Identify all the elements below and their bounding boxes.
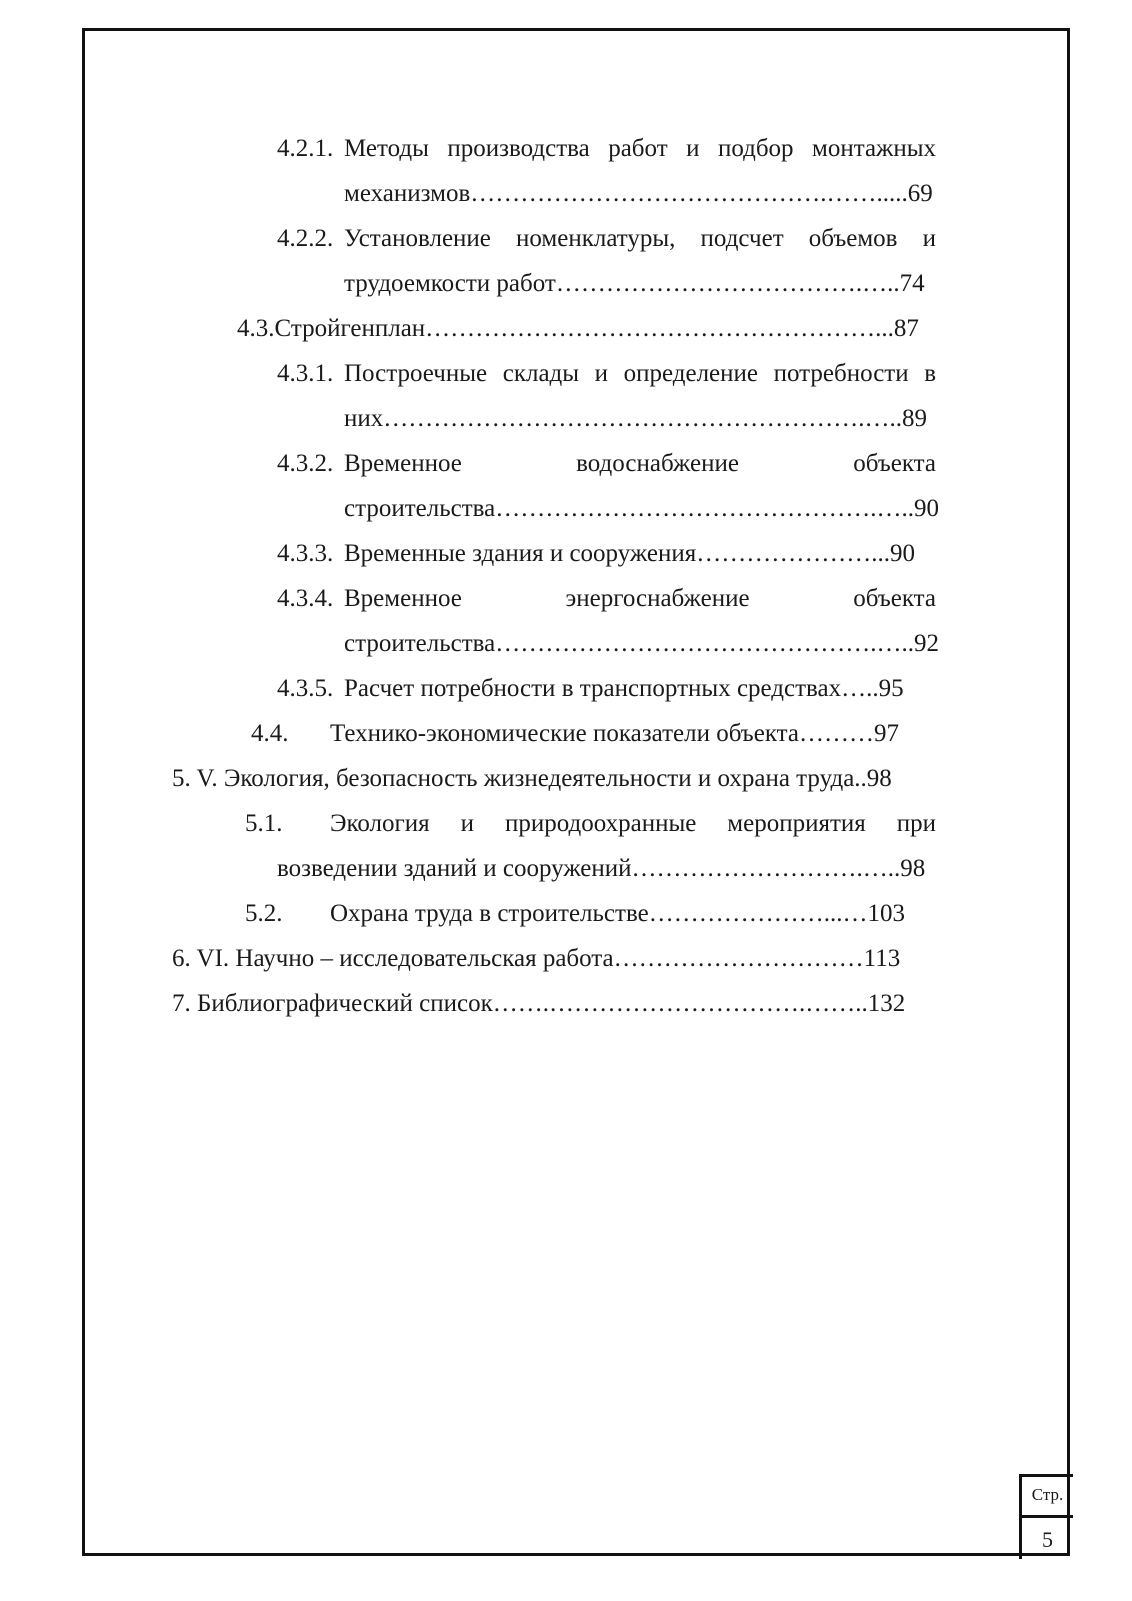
toc-number: 4.3.1.	[277, 360, 334, 387]
toc-entry: Установление номенклатуры, подсчет объемов и	[344, 225, 936, 252]
toc-number: 4.2.2.	[277, 225, 334, 252]
toc-entry-cont: них………………………………………………….…..89	[344, 405, 928, 432]
toc-entry: Построечные склады и определение потребности в	[344, 360, 936, 387]
page-number-stamp	[1019, 1474, 1073, 1559]
toc-entry: Охрана труда в строительстве…………………...…103	[330, 900, 905, 927]
toc-number: 5.2.	[245, 900, 283, 927]
page-label: Стр.	[1022, 1477, 1073, 1518]
toc-entry-cont: механизмов…………………………………….…….....69	[344, 180, 933, 207]
toc-entry: Технико-экономические показатели объекта………97	[330, 720, 899, 747]
toc-number: 4.3.2.	[277, 450, 334, 477]
toc-number: 4.4.	[251, 720, 289, 747]
toc-number: 4.3.5.	[277, 675, 334, 702]
toc-entry-cont: строительства……………………………………….…..92	[344, 630, 939, 657]
toc-entry: Методы производства работ и подбор монтажных	[344, 135, 936, 162]
toc-entry: Временные здания и сооружения…………………...90	[344, 540, 915, 567]
toc-number: 5.1.	[245, 810, 283, 837]
toc-number: 4.2.1.	[277, 135, 334, 162]
toc-entry: Расчет потребности в транспортных средствах…..95	[344, 675, 904, 702]
toc-number: 4.3.4.	[277, 585, 334, 612]
toc-entry: 5. V. Экология, безопасность жизнедеятельности и охрана труда..98	[172, 765, 892, 792]
toc-entry-cont: возведении зданий и сооружений……………………….…..98	[277, 855, 926, 882]
toc-entry: 7. Библиографический список…….………………………….……..132	[172, 990, 906, 1017]
toc-number: 4.3.3.	[277, 540, 334, 567]
toc-entry-cont: строительства……………………………………….…..90	[344, 495, 939, 522]
toc-entry-cont: трудоемкости работ……………………………….…..74	[344, 270, 925, 297]
toc-entry: Временное энергоснабжение объекта	[344, 585, 936, 612]
toc-entry: Временное водоснабжение объекта	[344, 450, 936, 477]
toc-entry: Экология и природоохранные мероприятия при	[330, 810, 936, 837]
toc-entry: 4.3.Стройгенплан………………………………………………...87	[237, 315, 919, 342]
page-number: 5	[1042, 1527, 1053, 1552]
toc-entry: 6. VI. Научно – исследовательская работа…………………………113	[172, 945, 901, 972]
